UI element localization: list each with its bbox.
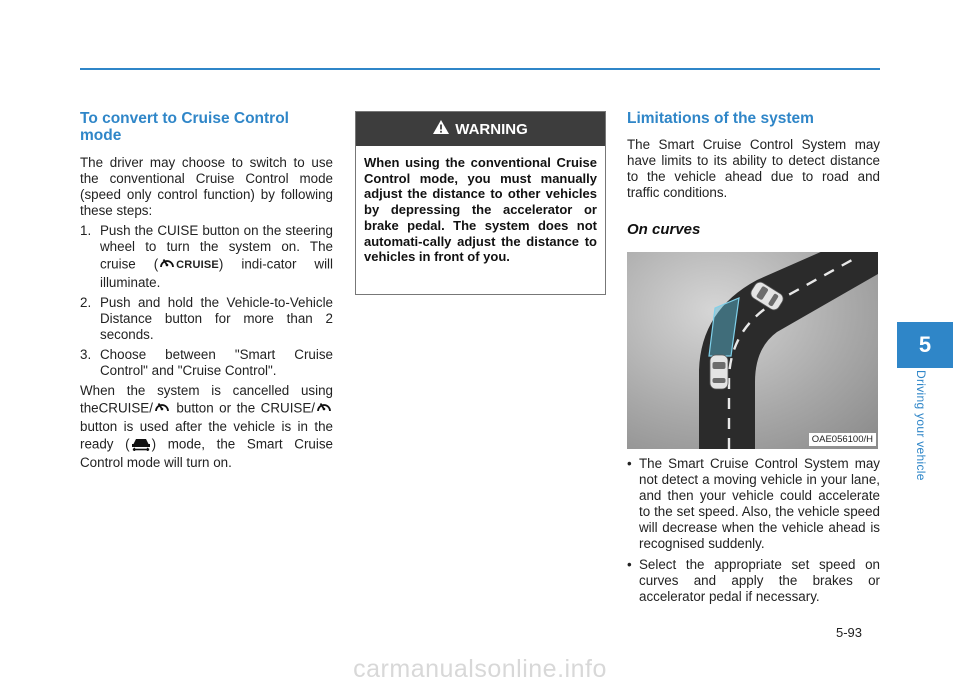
step-number: 1. — [80, 223, 92, 238]
bullet-dot: • — [627, 456, 632, 471]
closing-text-d: ) mode, the Smart Cruise Control mode will turn on. — [80, 436, 333, 470]
closing-text-a: When the system is cancelled using theCRUISE/ — [80, 383, 333, 416]
chapter-title-vertical — [911, 370, 931, 500]
limitations-paragraph: The Smart Cruise Control System may have limits to its ability to detect distance to the vehicle ahead due to road and traffic conditions. — [627, 137, 880, 200]
warning-title: WARNING — [455, 120, 528, 138]
step-number: 2. — [80, 295, 92, 310]
bullet-text: Select the appropriate set speed on curves and apply the brakes or accelerator pedal if necessary. — [639, 557, 880, 604]
step-3 — [80, 347, 333, 379]
closing-text-c: button is used after the vehicle is in the ready ( — [80, 419, 333, 452]
chapter-number-tab: 5 — [897, 322, 953, 368]
list-item — [627, 557, 880, 605]
section-heading-limitations: Limitations of the system — [627, 110, 814, 127]
step-number: 3. — [80, 347, 92, 362]
left-column — [80, 110, 333, 471]
curve-road-image — [627, 252, 878, 449]
step-1 — [80, 223, 333, 291]
limitations-bullet-list — [627, 456, 880, 610]
list-item — [627, 456, 880, 552]
chapter-title-text: Driving your vehicle — [914, 370, 928, 481]
page-number: 5-93 — [836, 625, 863, 640]
bullet-dot: • — [627, 557, 632, 572]
right-column — [627, 110, 880, 238]
cruise-icon — [158, 255, 176, 275]
cruise-icon — [153, 399, 171, 419]
step-text-a: Push the CUISE button on the steering wheel to turn the system on. The cruise ( — [100, 223, 333, 272]
warning-body: When using the conventional Cruise Control mode, you must manually adjust the distance to other vehicles by depressing the accelerator or brake pedal. The system does not automati-cally adjust the distance to vehicles in front of you. — [364, 155, 597, 265]
figure-code: OAE056100/H — [809, 433, 876, 446]
step-text: Choose between "Smart Cruise Control" and "Cruise Control". — [100, 347, 333, 378]
watermark: carmanualsonline.info — [353, 655, 607, 683]
section-heading-convert: To convert to Cruise Control mode — [80, 110, 289, 144]
closing-paragraph — [80, 383, 333, 471]
closing-text-b: button or the CRUISE/ — [170, 400, 315, 416]
own-car — [710, 355, 728, 389]
intro-paragraph: The driver may choose to switch to use the conventional Cruise Control mode (speed only control function) by following these steps: — [80, 155, 333, 218]
warning-box — [355, 111, 606, 295]
cruise-icon — [315, 399, 333, 419]
step-2 — [80, 295, 333, 343]
bullet-text: The Smart Cruise Control System may not detect a moving vehicle in your lane, and then your vehicle could accelerate to the set speed. Also, the vehicle speed will decrease when the vehicle ahead is recognised suddenly. — [639, 456, 880, 551]
step-text — [100, 223, 333, 291]
step-text: Push and hold the Vehicle-to-Vehicle Distance button for more than 2 seconds. — [100, 295, 333, 342]
step-text-b: ) indi-cator will illuminate. — [100, 256, 333, 290]
cruise-icon-word: CRUISE — [176, 259, 219, 271]
top-rule — [80, 68, 880, 70]
warning-header — [356, 112, 605, 146]
ready-car-icon — [130, 435, 152, 455]
curve-illustration — [627, 252, 878, 449]
warning-triangle-icon — [433, 120, 449, 138]
subheading-on-curves: On curves — [627, 221, 701, 238]
